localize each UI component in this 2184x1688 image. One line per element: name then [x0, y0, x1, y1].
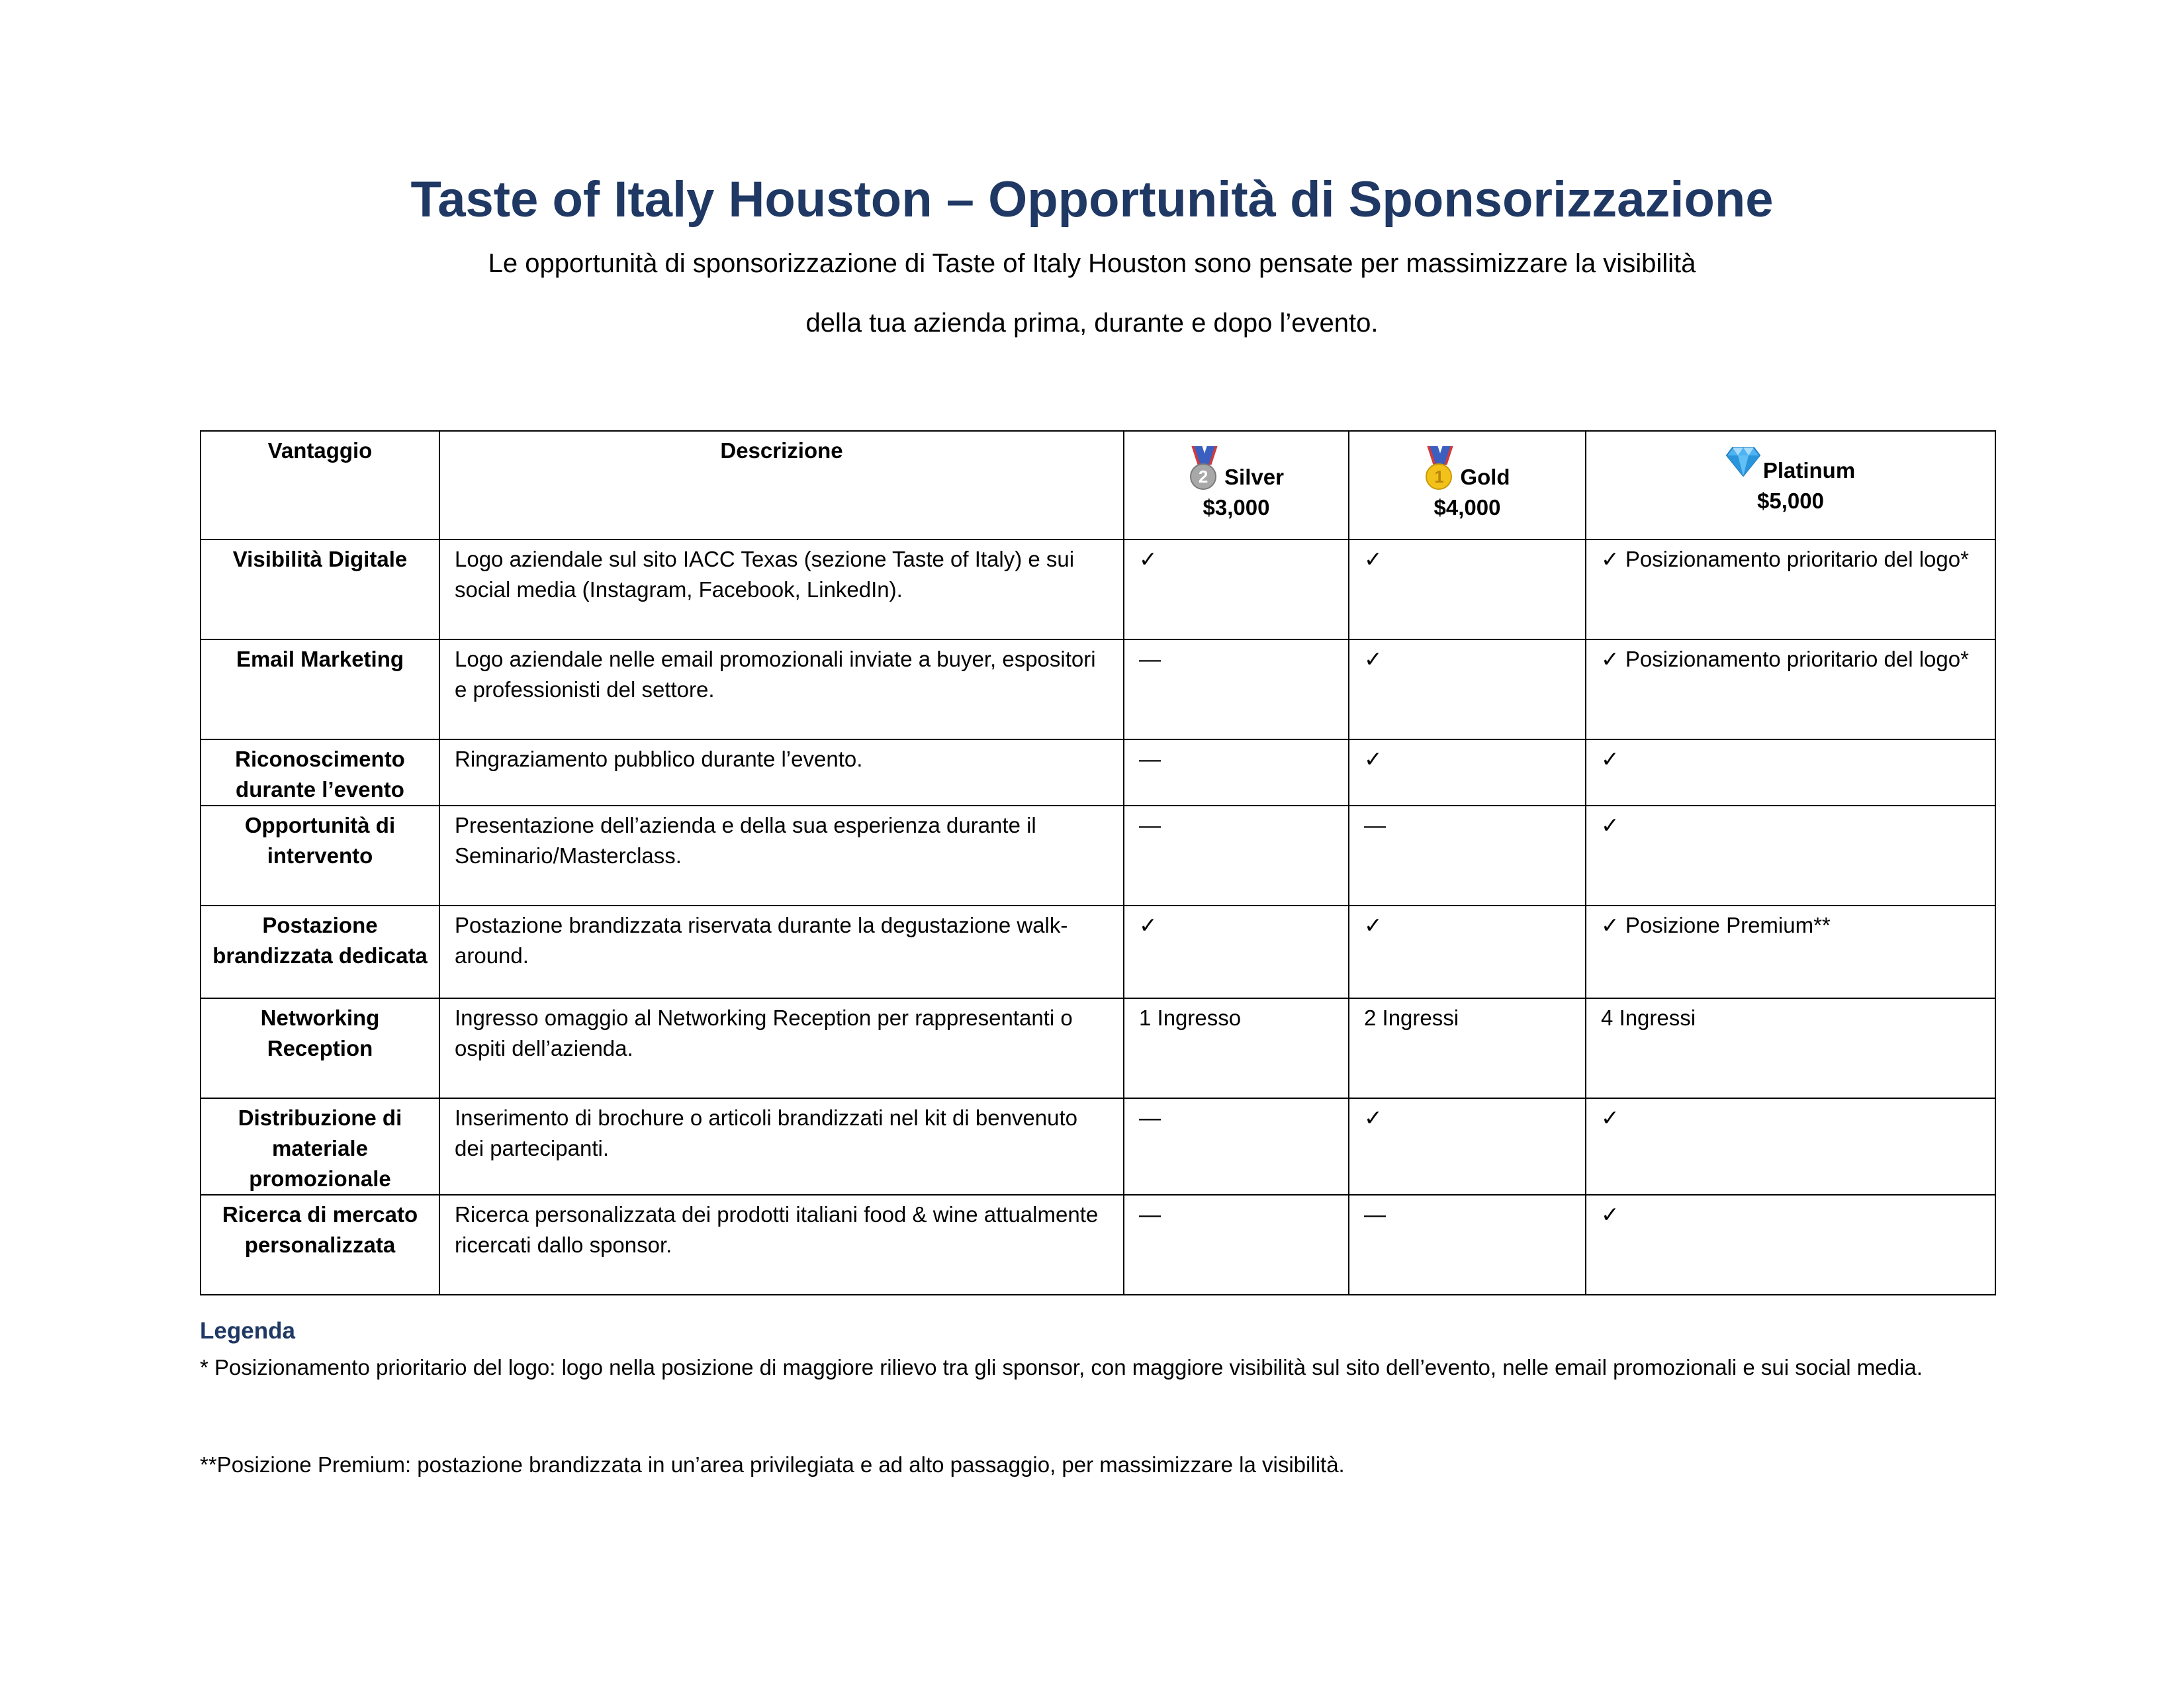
gold-cell: ✓ [1349, 539, 1586, 639]
silver-cell: — [1124, 1195, 1349, 1295]
benefit-cell: Distribuzione di materiale promozionale [201, 1098, 439, 1195]
description-cell: Ricerca personalizzata dei prodotti italiani food & wine attualmente ricercati dallo sponsor. [439, 1195, 1124, 1295]
description-cell: Logo aziendale nelle email promozionali inviate a buyer, espositori e professionisti del settore. [439, 639, 1124, 739]
platinum-cell: ✓ [1586, 1195, 1995, 1295]
legend-title: Legenda [200, 1318, 295, 1344]
table-row [201, 998, 1995, 1098]
silver-cell: — [1124, 739, 1349, 806]
silver-cell: ✓ [1124, 906, 1349, 998]
gold-cell: 2 Ingressi [1349, 998, 1586, 1098]
gold-cell: ✓ [1349, 906, 1586, 998]
table-row [201, 906, 1995, 998]
column-header-description: Descrizione [439, 431, 1124, 539]
benefit-cell: Opportunità di intervento [201, 806, 439, 906]
description-cell: Presentazione dell’azienda e della sua esperienza durante il Seminario/Masterclass. [439, 806, 1124, 906]
tier-price-silver: $3,000 [1203, 495, 1270, 520]
description-cell: Postazione brandizzata riservata durante la degustazione walk-around. [439, 906, 1124, 998]
table-row [201, 1195, 1995, 1295]
tier-price-platinum: $5,000 [1757, 489, 1824, 513]
platinum-cell: ✓ Posizionamento prioritario del logo* [1586, 539, 1995, 639]
silver-cell: — [1124, 1098, 1349, 1195]
table-row [201, 1098, 1995, 1195]
tier-name-gold: Gold [1460, 465, 1510, 489]
table-row [201, 739, 1995, 806]
column-header-platinum [1586, 431, 1995, 539]
platinum-cell: ✓ [1586, 739, 1995, 806]
benefit-cell: Postazione brandizzata dedicata [201, 906, 439, 998]
platinum-cell: ✓ [1586, 1098, 1995, 1195]
tier-price-gold: $4,000 [1433, 495, 1501, 520]
gold-medal-icon: 1 [1424, 446, 1453, 492]
sponsorship-table [200, 430, 1996, 1295]
column-header-gold [1349, 431, 1586, 539]
gold-cell: — [1349, 806, 1586, 906]
benefit-cell: Ricerca di mercato personalizzata [201, 1195, 439, 1295]
silver-cell: 1 Ingresso [1124, 998, 1349, 1098]
silver-medal-icon: 2 [1189, 446, 1218, 492]
silver-cell: ✓ [1124, 539, 1349, 639]
gold-cell: — [1349, 1195, 1586, 1295]
page-subtitle-line-1: Le opportunità di sponsorizzazione di Taste of Italy Houston sono pensate per massimizzare la visibilità [488, 249, 1696, 278]
benefit-cell: Networking Reception [201, 998, 439, 1098]
gold-cell: ✓ [1349, 739, 1586, 806]
description-cell: Logo aziendale sul sito IACC Texas (sezione Taste of Italy) e sui social media (Instagram, Facebook, LinkedIn). [439, 539, 1124, 639]
benefit-cell: Riconoscimento durante l’evento [201, 739, 439, 806]
table-row [201, 806, 1995, 906]
description-cell: Inserimento di brochure o articoli brandizzati nel kit di benvenuto dei partecipanti. [439, 1098, 1124, 1195]
legend-note-premium-position: **Posizione Premium: postazione brandizzata in un’area privilegiata e ad alto passaggio, per massimizzare la visibilità. [200, 1452, 1345, 1477]
silver-cell: — [1124, 639, 1349, 739]
page-title: Taste of Italy Houston – Opportunità di Sponsorizzazione [410, 171, 1774, 228]
column-header-silver [1124, 431, 1349, 539]
table-row [201, 639, 1995, 739]
tier-name-silver: Silver [1224, 465, 1284, 489]
platinum-cell: ✓ Posizione Premium** [1586, 906, 1995, 998]
legend-note-logo-priority: * Posizionamento prioritario del logo: logo nella posizione di maggiore rilievo tra gli sponsor, con maggiore visibilità sul sito dell’evento, nelle email promozionali e sui social media. [200, 1355, 1923, 1380]
platinum-cell: 4 Ingressi [1586, 998, 1995, 1098]
platinum-cell: ✓ Posizionamento prioritario del logo* [1586, 639, 1995, 739]
platinum-cell: ✓ [1586, 806, 1995, 906]
column-header-benefit: Vantaggio [201, 431, 439, 539]
description-cell: Ingresso omaggio al Networking Reception per rappresentanti o ospiti dell’azienda. [439, 998, 1124, 1098]
table-row [201, 539, 1995, 639]
benefit-cell: Visibilità Digitale [201, 539, 439, 639]
benefit-cell: Email Marketing [201, 639, 439, 739]
gold-cell: ✓ [1349, 639, 1586, 739]
diamond-icon [1726, 446, 1760, 477]
description-cell: Ringraziamento pubblico durante l’evento. [439, 739, 1124, 806]
tier-name-platinum: Platinum [1762, 458, 1856, 483]
silver-cell: — [1124, 806, 1349, 906]
page-subtitle-line-2: della tua azienda prima, durante e dopo l’evento. [805, 308, 1379, 338]
table-header-row [201, 431, 1995, 539]
gold-cell: ✓ [1349, 1098, 1586, 1195]
